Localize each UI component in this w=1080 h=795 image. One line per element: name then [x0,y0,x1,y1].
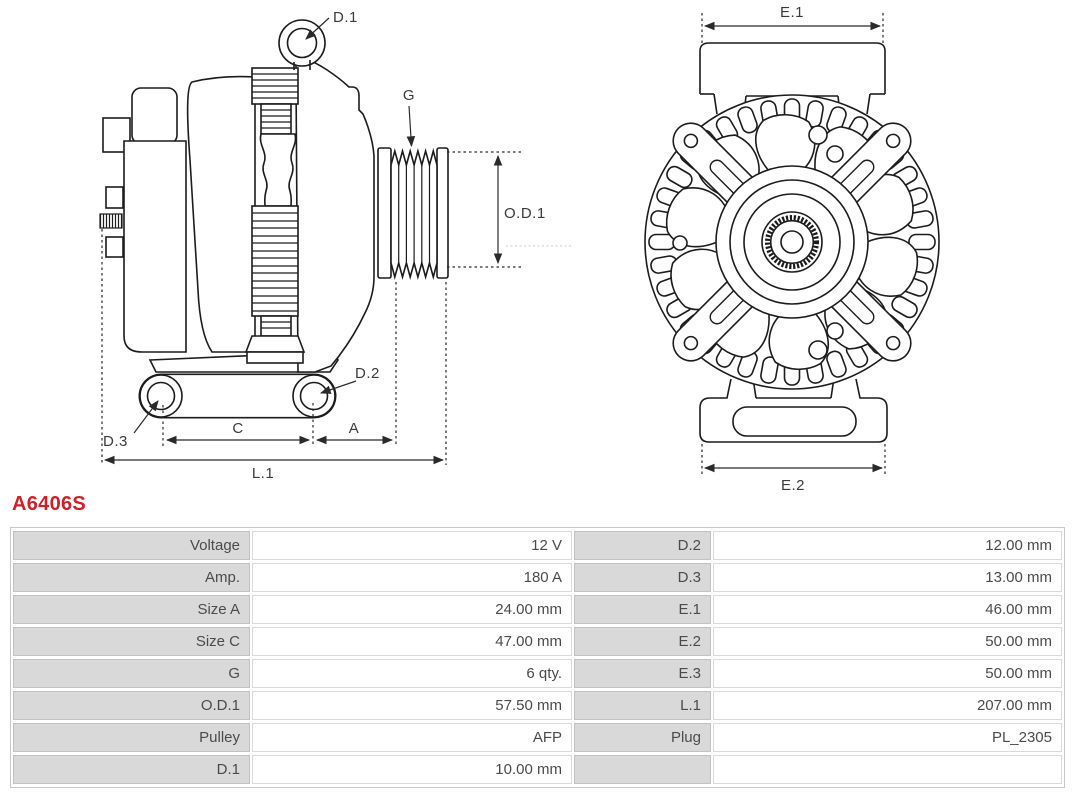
stator-left-housing [188,77,255,352]
spec-label: Size A [13,595,250,624]
table-row [13,691,1062,720]
spec-value: 57.50 mm [252,691,572,720]
spec-value: 12 V [252,531,572,560]
table-row [13,627,1062,656]
dim-label-od1: O.D.1 [504,205,546,222]
spec-value [713,755,1062,784]
front-view [645,4,939,494]
threaded-stud [100,214,122,228]
spec-label: Size C [13,627,250,656]
spec-label: Voltage [13,531,250,560]
spec-value: 12.00 mm [713,531,1062,560]
side-view [100,9,572,482]
spec-value: 6 qty. [252,659,572,688]
spec-label: Amp. [13,563,250,592]
spec-value: 50.00 mm [713,627,1062,656]
spec-value: 24.00 mm [252,595,572,624]
spec-label: G [13,659,250,688]
spec-label: L.1 [574,691,711,720]
part-number: A6406S [12,493,87,515]
dim-label-e2: E.2 [780,477,806,494]
front-housing [296,59,374,372]
spec-value: 207.00 mm [713,691,1062,720]
table-row [13,595,1062,624]
spec-label [574,755,711,784]
spec-label: E.2 [574,627,711,656]
spec-label: Plug [574,723,711,752]
table-row [13,659,1062,688]
pulley [378,148,448,278]
hub [716,166,868,318]
table-row [13,755,1062,784]
spec-value: PL_2305 [713,723,1062,752]
spec-value: 180 A [252,563,572,592]
spec-label: E.3 [574,659,711,688]
table-row [13,563,1062,592]
terminal-small-upper [106,187,123,208]
table-row [13,531,1062,560]
spec-value: 47.00 mm [252,627,572,656]
dim-label-d3: D.3 [103,433,128,450]
spec-label: D.2 [574,531,711,560]
spec-value: AFP [252,723,572,752]
foot-slot [733,407,856,436]
shaft-hole [781,231,803,253]
dim-label-l1: L.1 [251,465,275,482]
spec-label: O.D.1 [13,691,250,720]
table-row [13,723,1062,752]
spec-label: D.3 [574,563,711,592]
dim-label-g: G [402,87,416,104]
dim-label-c: C [232,420,244,437]
dim-label-d1: D.1 [333,9,358,26]
regulator-cover [132,88,177,144]
dim-label-e1: E.1 [779,4,805,21]
spec-label: E.1 [574,595,711,624]
terminal-small-lower [106,237,123,257]
spec-value: 46.00 mm [713,595,1062,624]
spec-label: D.1 [13,755,250,784]
top-bracket [700,43,885,94]
spec-value: 13.00 mm [713,563,1062,592]
spec-label: Pulley [13,723,250,752]
dim-label-d2: D.2 [355,365,380,382]
dim-label-a: A [348,420,360,437]
housing-detail [649,99,935,385]
spec-table [10,527,1065,788]
spec-value: 50.00 mm [713,659,1062,688]
spec-value: 10.00 mm [252,755,572,784]
rear-cover [124,141,186,352]
